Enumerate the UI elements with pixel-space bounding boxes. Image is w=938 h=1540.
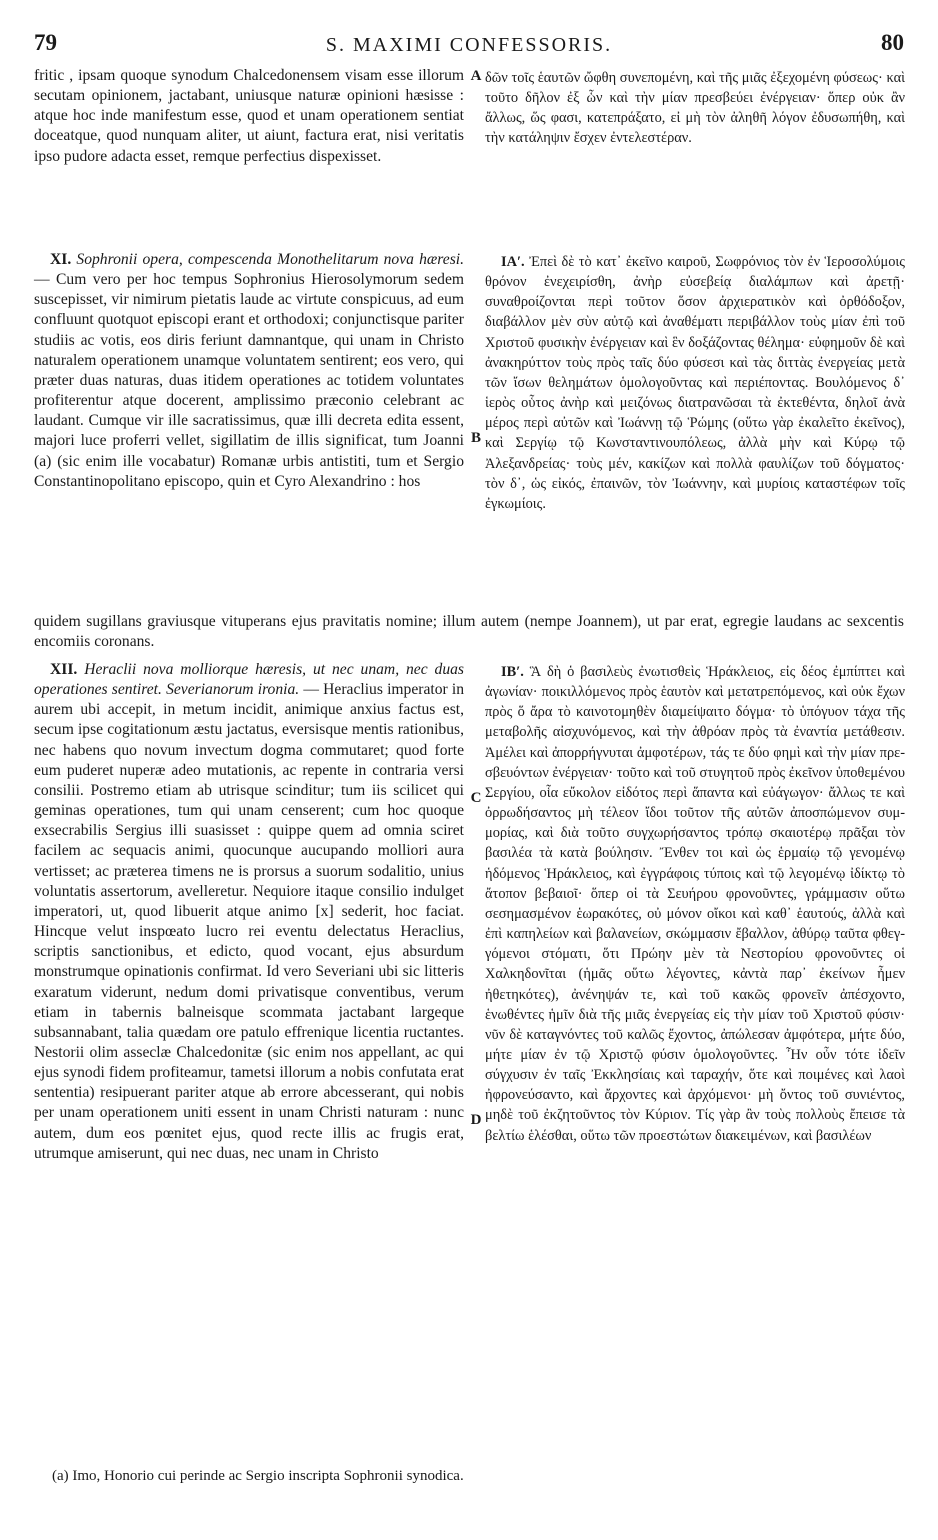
margin-letter-b: B: [470, 430, 481, 446]
running-header: [34, 30, 904, 58]
page-number-left: 79: [34, 30, 57, 55]
latin-paragraph: fritic , ipsam quoque synodum Chalcedonensem visam esse illorum secutam opinionem, jactabant, uniusque naturæ opinioni hæsisse : atque hoc inde manifestum esse, quod et unam operationem sentiat doceatque, quod nunquam aliter, ut aiunt, factura erat, nisi veritatis ipso pudore adacta esset, remque perfectius dispexisset.: [34, 67, 464, 165]
greek-column-section-xii: [485, 662, 905, 1146]
footnote: (a) Imo, Honorio cui perinde ac Sergio inscripta Sophronii synodica.: [52, 1468, 464, 1484]
latin-bridge-text: quidem sugillans graviusque vituperans ejus pravitatis nomine; illum autem (nempe Joannem), ut par erat, egregie laudans ac sexcentis encomiis coronans.: [34, 613, 904, 651]
margin-letter-a: A: [470, 68, 482, 84]
latin-column-intro: [34, 66, 464, 167]
greek-column-section-xi: [485, 252, 905, 514]
greek-column-intro: [485, 68, 905, 149]
section-heading: Sophronii opera, compescenda Monothelitarum nova hæresi.: [76, 251, 464, 268]
latin-column-section-xi: [34, 250, 464, 492]
greek-paragraph: [485, 252, 905, 514]
section-number: ΙΒʹ.: [501, 664, 524, 680]
section-number: XII.: [50, 661, 78, 678]
running-title: S. MAXIMI CONFESSORIS.: [325, 34, 613, 56]
section-number: ΙΑʹ.: [501, 254, 525, 270]
section-text: Ἐπεὶ δὲ τὸ κατ᾽ ἐκεῖνο καιροῦ, Σωφρόνιος τὸν ἐν Ἱεροσολύμοις θρόνον ἐνεχειρίσθη, ἀνὴρ εὐσεβείᾳ διαλάμπων καὶ ἀρετῇ· συναθροίζονται περὶ τοῦτον ὅσον ἀρχιερατικὸν καὶ ὀρθόδοξον, διαβάλλον μὲν σὺν αὐτῷ καὶ ἀναθέματι περιβάλλον τοὺς μίαν ἐπὶ τοῦ Χριστοῦ φυσικὴν ἐνέργειαν καὶ ἓν δοξάζοντας θέλημα· εὐφημοῦν δὲ καὶ ἀνακηρύττον τοὺς πρὸς ταῖς δύο φύσεσι καὶ τὰς διττὰς ἐνεργείας μετὰ τῶν ἴσων θελημάτων ὁμολογοῦντας καὶ περιέποντας. Βουλόμενος δ᾽ ἱερὸς οὗτος ἀνὴρ καὶ μειζόνως διατρανῶσαι τὰ ἐκτεθέντα, δηλοῖ ἀνὰ μέρος περὶ αὐτῶν καὶ Ἰωάννῃ τῷ Ῥώμης (οὕτω γὰρ ἐκαλεῖτο ἐκεῖνος), καὶ Σεργίῳ τῷ Κωνσταντινουπόλεως, ἀλλὰ μὴν καὶ Κύρῳ τῷ Ἀλεξανδρείας· τοὺς μέν, κακίζων καὶ πολλὰ φαυλίζων τοῦ δόγματος· τὸν δ᾽, ὡς εἰκός, ἐπαινῶν, τὸν Ἰωάννην, καὶ μυρίοις καταστέφων τοῖς ἐγκωμίοις.: [485, 254, 905, 512]
latin-column-section-xii: [34, 660, 464, 1164]
latin-paragraph: [34, 250, 464, 492]
section-text: Ἃ δὴ ὁ βασιλεὺς ἐνωτισθεὶς Ἡράκλειος, εἰς δέος ἐμπίπτει καὶ ἀγωνίαν· ποικιλλόμενος πρὸς ἑαυτὸν καὶ μετατρεπόμενος, καὶ οὐκ ἔχων πρὸς ὅ ἄρα τὸ καινοτομηθὲν διαμείψαιτο δόγμα· τὸ ὑπόγυον τάχα τῆς μεταβολῆς αἰσχυνόμενος, καὶ τὴν ἀθρόαν πρὸς τὰ ἐναντία μετάθεσιν. Ἀμέλει καὶ ἀπορρήγνυται ἀμφοτέρων, τάς τε δύο φημὶ καὶ τὴν μίαν πρεσβευόντων ἐνέργειαν· τοῦτο καὶ τοῦ στυγητοῦ πρὸς ἐκεῖνον ὑποθεμένου Σεργίου, οἷα εὔκολον εἰδότος περὶ ἅπαντα καὶ εὐάγωγον· ἄλλως τε καὶ ὀρρωδήσαντος μὴ τέλεον ἴδοι τοῦτον τῆς αὐτῶν ἀποσπώμενον συμμορίας, καὶ διὰ τοῦτο συγχωρήσαντος τρόπῳ σκαιοτέρῳ πρᾶξαι τὸν βασιλέα τὰ κατὰ βούλησιν. Ἔνθεν τοι καὶ ὡς ἑρμαίῳ τῷ γενομένῳ ἡδόμενος Ἡράκλειος, καὶ ἐγγράφοις τύποις καὶ τῷ λεγομένῳ ἰδίκτῳ τὸ ἄτοπον βεβαιοῖ· ὅπερ οἱ τὰ Σευήρου φρονοῦντες, γράμμασιν οὕτω σεσημασμένον ἑωρακότες, οὐ μόνον οἴκοι καὶ καθ᾽ ἑαυτούς, ἀλλὰ καὶ ἐπὶ καπηλείων καὶ βαλανείων, σκώμμασιν ἔβαλλον, ἀθύρῳ ταῦτα φθεγγόμενοι στόματι, ὅτι Πρώην μὲν τὰ Νεστορίου φρονοῦντες οἱ Χαλκηδονῖται (ἡμᾶς οὕτω λέγοντες, κἀντὰ παρ᾽ ἐκείνων ἦμεν ἠθετηκότες), ἀνένηψάν τε, καὶ τοῦ κακῶς φρονεῖν ἀπέσχοντο, ἑνωθέντες ἡμῖν διὰ τῆς μιᾶς ἐνεργείας εἰς τὴν μίαν τοῦ Χριστοῦ φύσιν· νῦν δὲ καταγνόντες τοῦ καλῶς ἔχοντος, ἀπώλεσαν ἀμφότερα, μήτε δύο, μήτε μίαν ἐν τῷ Χριστῷ φύσιν ὁμολογοῦντες. Ἦν οὖν τότε ἰδεῖν σύγχυσιν ἐν ταῖς Ἐκκλησίαις καὶ ταραχήν, ὅτε καὶ ποιμένες καὶ λαοὶ ἠφρονεύσαντο, καὶ ἄρχοντες καὶ ἀρχόμενοι· μὴ ὄντος τοῦ συνιέντος, μηδὲ τοῦ ἐκζητοῦντος τὸν Κύριον. Τίς γὰρ ἂν τοὺς πολλοὺς ἔπεισε τὰ βελτίω ἑλέσθαι, οὕτω τῶν προεστώτων διακειμένων, καὶ βασιλέων: [485, 664, 905, 1144]
section-number: XI.: [50, 251, 72, 268]
greek-paragraph: [485, 662, 905, 1146]
margin-letter-c: C: [470, 790, 482, 806]
latin-paragraph: [34, 660, 464, 1164]
section-text: — Heraclius imperator in aurem ubi accepit, in metum incidit, animique anxius factus est, secum ipse cogitationum æstu jactatus, eversisque mentis rationibus, nec habens quo novum invectum dogma commutaret; quod forte eum puderet nuperæ adeo mutationis, ac repente in contraria versi consilii. Postremo etiam ab utrisque scinditur; tum iis scilicet qui geminas operationes, tum qui unam censerent; cum hoc quoque exsecrabilis Sergius illi suasisset : quippe quem ad omnia sciret facilem ac sequacis animi, quocunque aucupando molliori aura vertisset; ac præterea timens ne is prorsus a suorum sodalitio, unius voluntatis assertorum, avelleretur. Nequiore itaque consilio indulget imperatori, ut, quod libuerit atque animo [x] sederit, hoc faciat. Hincque velut inspœato lucro rei eventu delectatus Heraclius, scriptis sanctionibus, et edicto, quod vocant, ejus absurdum monstrumque opinationis confirmat. Id vero Severiani ubi sic litteris exaratum viderunt, nedum domi privatisque conventibus, verum etiam in tabernis balneisque scommata jactabant largeque subsannabant, talia quædam ore patulo effrenique licentia ructantes. Nestorii olim asseclæ Chalcedonitæ (sic enim nos appellant, ac qui ejus synodi fidem profiteamur, tametsi illorum a nobis confutata erat sententia) resipuerant pariter atque ab errore abcesserant, qui nobis per unam operationem uniti essent in unam Christi naturam : nunc autem, dum eos pœnitet ejus, quod recte illis ac frugis erat, utrumque amiserunt, qui nec duas, nec unam in Christo: [34, 681, 464, 1162]
greek-paragraph: δῶν τοῖς ἑαυτῶν ὤφθη συνεπομένη, καὶ τῆς μιᾶς ἐξεχομένη φύσεως· καὶ τοῦτο δῆλον ἐξ ὧν καὶ τὴν μίαν πρεσβεύει ἐνέργειαν· ὅπερ οὐκ ἂν ἄλλως, ὥς φασι, κατεπράξατο, εἰ μὴ τὸν ἀληθῆ λόγον ἐδυσωπήθη, καὶ τὴν κατάληψιν ἔσχεν ἐντελεστέραν.: [485, 70, 905, 147]
margin-letter-d: D: [470, 1112, 482, 1128]
section-heading: Heraclii nova molliorque hæresis, ut nec unam, nec duas operationes sentiret. Severianorum ironia.: [34, 661, 465, 699]
page-number-right: 80: [881, 30, 904, 55]
section-text: — Cum vero per hoc tempus Sophronius Hierosolymorum sedem suscepisset, vir nimirum pietatis laude ac virtute conspicuus, ad eum confluunt quotquot episcopi erant et orthodoxi; conjunctisque pariter studiis ac votis, eos diris feriunt damnantque, qui unam in Christo naturalem operationem unamque voluntatem sentirent; eos vero, qui præter duas naturas, duas itidem operationes ac totidem voluntates profiterentur atque docerent, amplissimo præconio celebrant ac laudant. Cumque vir ille sacratissimus, quæ illi decreta edita essent, majori luce proferri vellet, sigillatim de illis significat, tum Joanni (a) (sic enim ille vocabatur) Romanæ urbis antistiti, tum et Sergio Constantinopolitano episcopo, quin et Cyro Alexandrino : hos: [34, 271, 464, 490]
